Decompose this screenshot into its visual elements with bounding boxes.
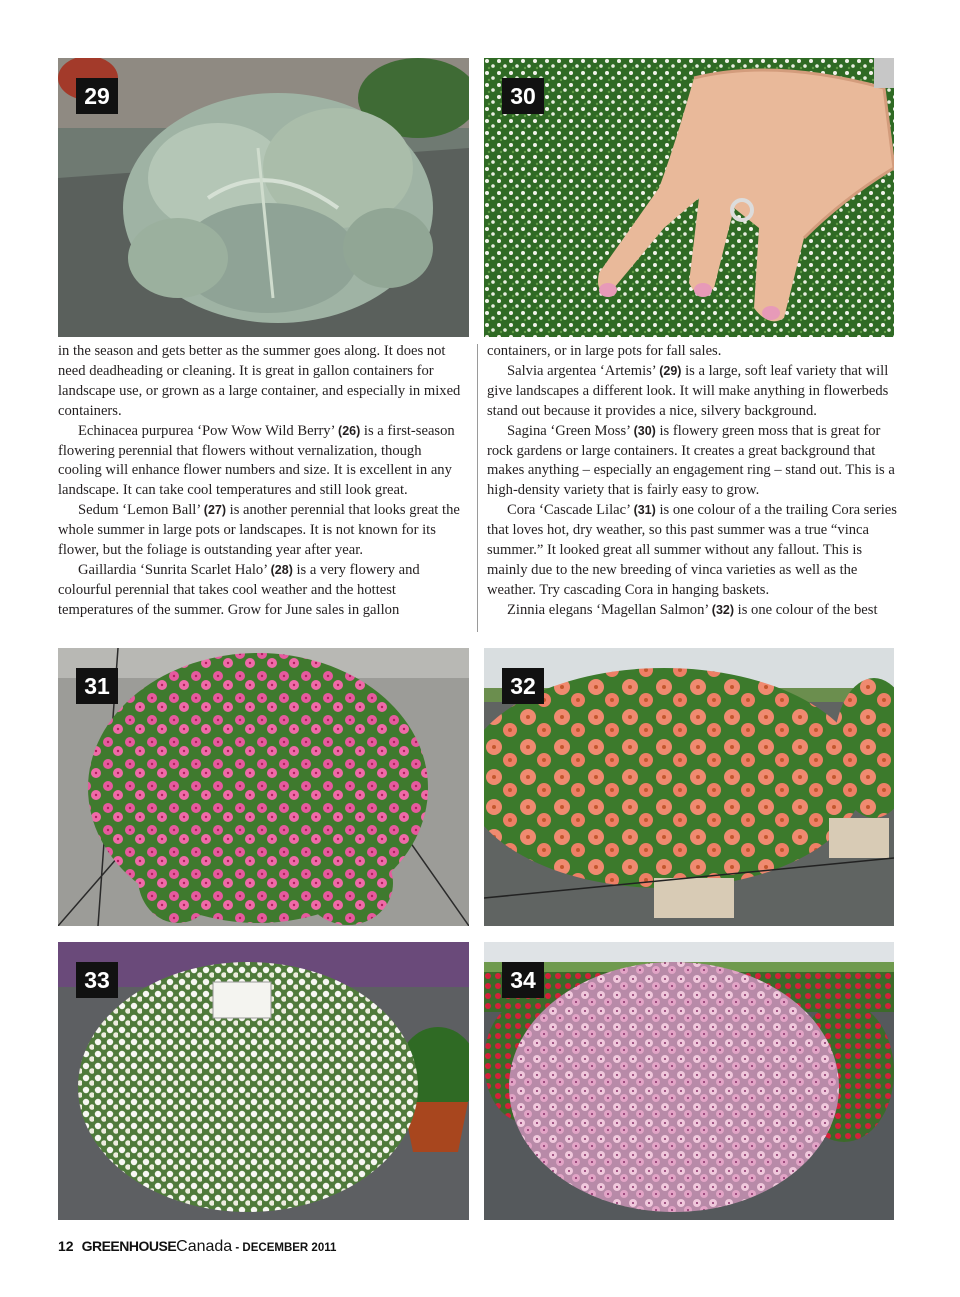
photo-32-zinnia xyxy=(484,648,894,926)
article-column-left xyxy=(58,342,468,621)
paragraph-text: Cora ‘Cascade Lilac’ xyxy=(507,502,634,519)
photo-29-salvia xyxy=(58,58,469,337)
paragraph-text: Sedum ‘Lemon Ball’ xyxy=(78,502,204,519)
right-paragraph-4 xyxy=(487,501,897,601)
photo-number-badge: 29 xyxy=(76,78,118,114)
photo-number-badge: 31 xyxy=(76,668,118,704)
left-paragraph-4 xyxy=(58,561,468,621)
photo-reference: (28) xyxy=(270,562,293,577)
right-paragraph-3 xyxy=(487,422,897,502)
paragraph-text: is a large, soft leaf variety that will give landscapes a different look. It will make anything in flowerbeds stand out because it provides a nice, silvery background. xyxy=(487,362,889,419)
right-paragraph-1 xyxy=(487,342,897,362)
photo-31-vinca xyxy=(58,648,469,926)
photo-number-badge: 33 xyxy=(76,962,118,998)
paragraph-text: containers, or in large pots for fall sales. xyxy=(487,343,722,359)
photo-30-green-moss xyxy=(484,58,894,337)
paragraph-text: Zinnia elegans ‘Magellan Salmon’ xyxy=(507,601,712,618)
left-paragraph-1 xyxy=(58,342,468,422)
photo-reference: (30) xyxy=(633,423,656,438)
paragraph-text: in the season and gets better as the summer goes along. It does not need deadheading or cleaning. It is great in gallon containers for landscape use, or grown as a large container, and especially in mixed containers. xyxy=(58,343,461,419)
paragraph-text: Gaillardia ‘Sunrita Scarlet Halo’ xyxy=(78,561,271,578)
photo-32-image xyxy=(484,648,894,926)
page-footer xyxy=(58,1238,336,1256)
photo-33-white-flowers xyxy=(58,942,469,1220)
paragraph-text: Sagina ‘Green Moss’ xyxy=(507,422,634,439)
photo-30-image xyxy=(484,58,894,337)
paragraph-text: is flowery green moss that is great for rock gardens or large containers. It creates a great background that makes anything – especially an engagement ring – stand out. This is a high-density variety that is fairly easy to grow. xyxy=(487,422,895,499)
photo-number-badge: 30 xyxy=(502,78,544,114)
photo-29-image xyxy=(58,58,469,337)
photo-34-image xyxy=(484,942,894,1220)
paragraph-text: is one colour of a the trailing Cora series that loves hot, dry weather, so this past summer was a true “vinca summer.” It looked great all summer without any fallout. This is mainly due to the new breeding of vinca varieties as well as the weather. Try cascading Cora in hanging baskets. xyxy=(487,502,897,598)
photo-reference: (26) xyxy=(338,423,361,438)
photo-31-image xyxy=(58,648,469,926)
column-divider xyxy=(477,344,478,632)
masthead-brand-suffix: Canada xyxy=(176,1238,233,1255)
paragraph-text: Salvia argentea ‘Artemis’ xyxy=(507,362,660,379)
photo-reference: (32) xyxy=(711,602,735,617)
photo-number-badge: 32 xyxy=(502,668,544,704)
photo-33-image xyxy=(58,942,469,1220)
left-paragraph-3 xyxy=(58,501,468,561)
paragraph-text: is another perennial that looks great the whole summer in large pots or landscapes. It is not known for its flower, but the foliage is outstanding year after year. xyxy=(58,502,460,559)
left-paragraph-2 xyxy=(58,422,468,502)
paragraph-text: is a very flowery and colourful perennial that takes cool weather and the hottest temperatures of the summer. Grow for June sales in gallon xyxy=(58,561,420,618)
article-column-right xyxy=(487,342,897,621)
issue-date: - DECEMBER 2011 xyxy=(232,1242,337,1254)
page-number: 12 xyxy=(58,1238,74,1254)
photo-reference: (29) xyxy=(659,363,682,378)
right-paragraph-2 xyxy=(487,362,897,422)
photo-reference: (31) xyxy=(633,503,656,518)
masthead-brand: GREENHOUSE xyxy=(81,1238,177,1254)
right-paragraph-5 xyxy=(487,601,897,621)
photo-reference: (27) xyxy=(203,503,227,518)
paragraph-text: is one colour of the best xyxy=(734,601,878,618)
photo-34-verbena xyxy=(484,942,894,1220)
paragraph-text: is a first-season flowering perennial that flowers without vernalization, though cooling will enhance flower numbers and size. It is excellent in any landscape. It can take cool temperatures and still look great. xyxy=(58,422,455,499)
paragraph-text: Echinacea purpurea ‘Pow Wow Wild Berry’ xyxy=(78,422,339,439)
photo-number-badge: 34 xyxy=(502,962,544,998)
